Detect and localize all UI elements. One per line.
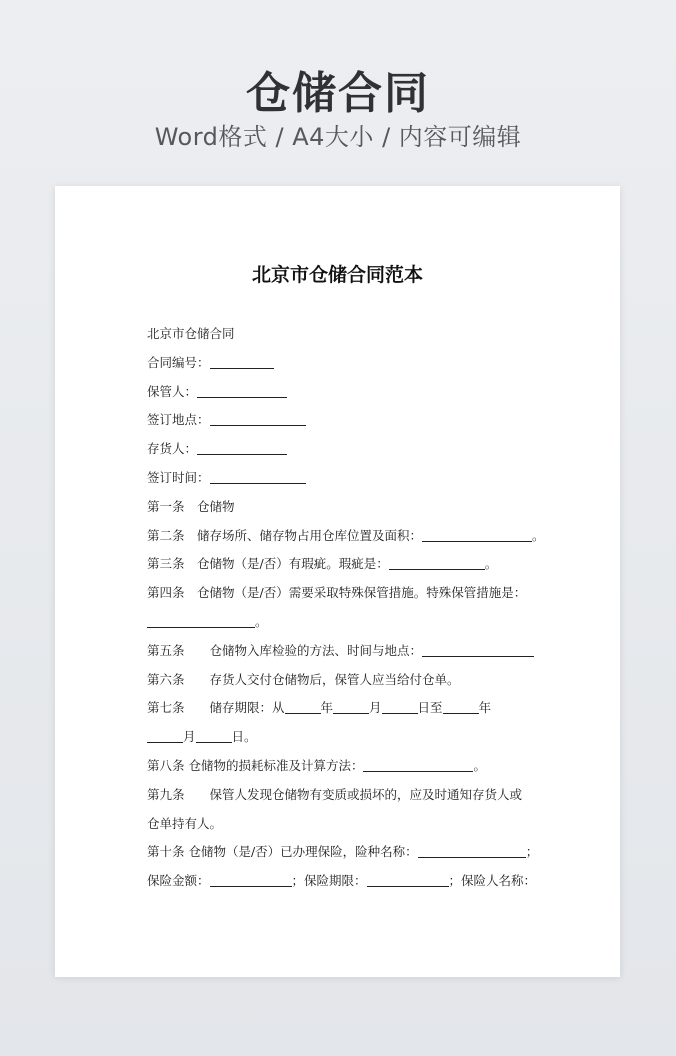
document-line [147,579,547,608]
fill-in-blank[interactable] [418,846,526,859]
fill-in-blank[interactable] [422,644,534,657]
line-text: 保险金额： [147,873,210,889]
fill-in-blank[interactable] [197,443,287,456]
document-line [147,867,547,896]
fill-in-blank[interactable] [196,731,232,744]
line-text: 第四条 仓储物（是/否）需要采取特殊保管措施。特殊保管措施是： [147,585,527,601]
line-text: 存货人： [147,441,198,457]
line-text: 保管人： [147,383,198,399]
banner-title: 仓储合同 [246,68,430,119]
fill-in-blank[interactable] [389,558,485,571]
line-text: 第六条 存货人交付仓储物后，保管人应当给付仓单。 [147,671,460,687]
fill-in-blank[interactable] [367,875,449,888]
fill-in-blank[interactable] [285,702,321,715]
line-text: 年 [320,700,334,716]
banner-subtitle: Word格式 / A4大小 / 内容可编辑 [154,123,522,151]
document-line [147,752,547,781]
line-text: 。 [532,527,545,543]
line-text: 。 [473,757,486,773]
fill-in-blank[interactable] [210,356,274,369]
line-text: 月 [369,700,382,716]
line-text: 日至 [417,700,443,716]
line-text: 。 [484,556,498,572]
line-text: 年 [478,700,492,716]
fill-in-blank[interactable] [422,529,532,542]
document-title: 北京市仓储合同范本 [251,264,423,286]
document-line [147,608,547,637]
line-text: ；保险期限： [291,873,367,889]
line-text: 第二条 储存场所、储存物占用仓库位置及面积： [147,527,423,543]
fill-in-blank[interactable] [333,702,369,715]
document-line [147,723,547,752]
document-line [147,694,547,723]
line-text: 签订地点： [147,412,210,428]
document-line [147,406,547,435]
document-line [147,522,547,551]
document-line [147,320,547,349]
fill-in-blank[interactable] [210,414,306,427]
line-text: ；保险人名称： [448,873,537,889]
fill-in-blank[interactable] [197,385,287,398]
document-line [147,781,547,810]
document-page [55,186,620,977]
line-text: 第五条 仓储物入库检验的方法、时间与地点： [147,642,423,658]
fill-in-blank[interactable] [147,615,255,628]
fill-in-blank[interactable] [147,731,183,744]
document-body [147,320,547,896]
line-text: 第八条 仓储物的损耗标准及计算方法： [147,757,364,773]
document-line [147,464,547,493]
document-line [147,550,547,579]
fill-in-blank[interactable] [363,759,473,772]
line-text: 第三条 仓储物（是/否）有瑕疵。瑕疵是： [147,556,389,572]
line-text: 。 [255,613,268,629]
fill-in-blank[interactable] [210,471,306,484]
document-line [147,838,547,867]
line-text: 合同编号： [147,354,210,370]
line-text: 日。 [231,729,257,745]
fill-in-blank[interactable] [382,702,418,715]
document-line [147,810,547,839]
document-line [147,435,547,464]
document-line [147,493,547,522]
line-text: 仓单持有人。 [147,815,223,831]
line-text: ； [525,844,539,860]
line-text: 月 [183,729,196,745]
document-line [147,349,547,378]
fill-in-blank[interactable] [210,875,292,888]
line-text: 签订时间： [147,469,210,485]
line-text: 北京市仓储合同 [147,326,235,341]
fill-in-blank[interactable] [443,702,479,715]
document-line [147,378,547,407]
line-text: 第一条 仓储物 [147,498,235,514]
line-text: 第七条 储存期限：从 [147,700,285,716]
line-text: 第九条 保管人发现仓储物有变质或损坏的，应及时通知存货人或 [147,786,523,802]
document-line [147,637,547,666]
document-line [147,666,547,695]
line-text: 第十条 仓储物（是/否）已办理保险，险种名称： [147,844,418,860]
